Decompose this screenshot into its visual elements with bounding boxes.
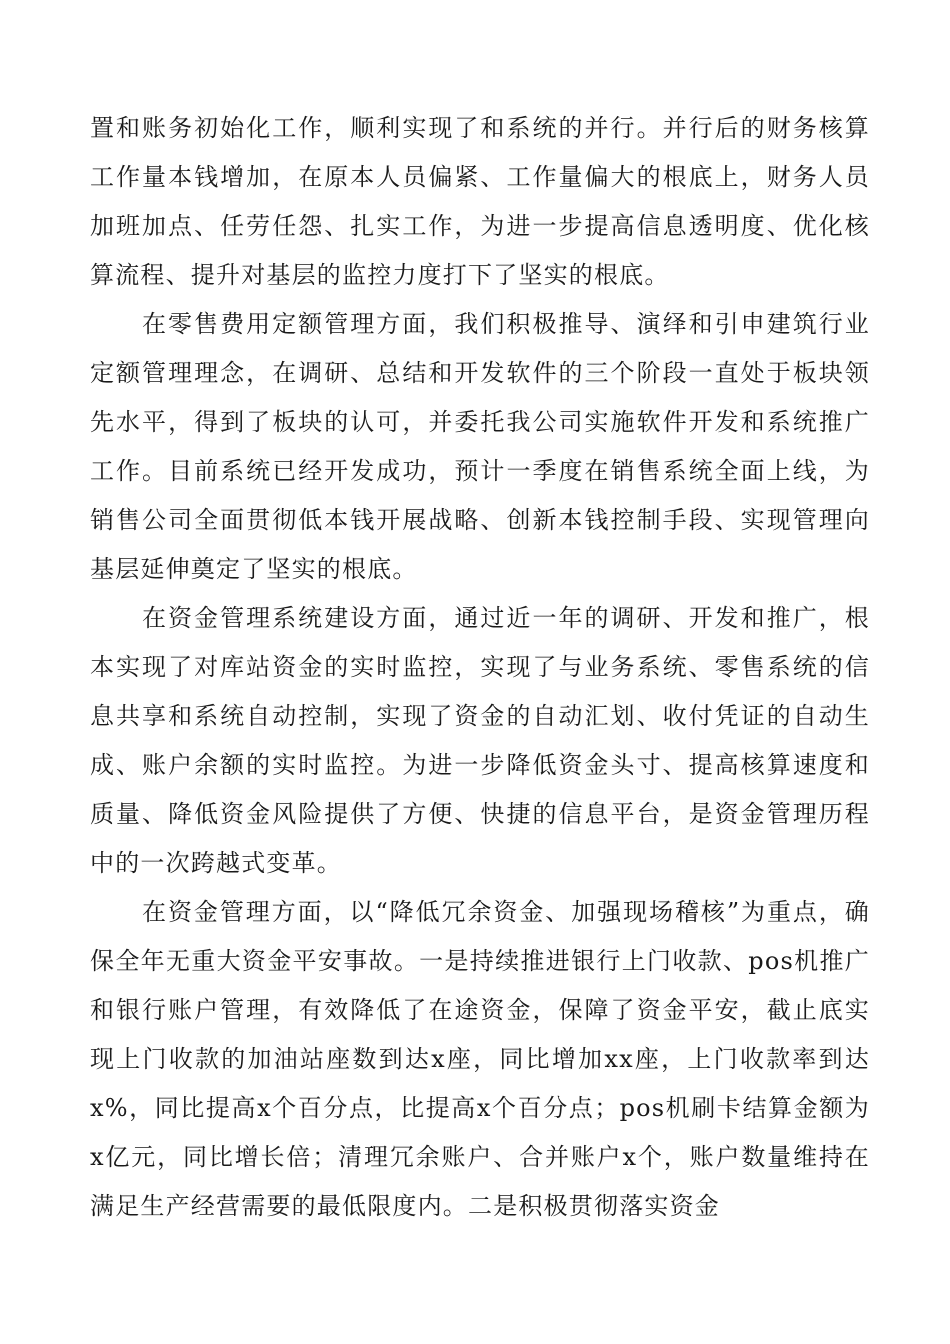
paragraph-continuation: 置和账务初始化工作，顺利实现了和系统的并行。并行后的财务核算工作量本钱增加，在原本人员偏紧、工作量偏大的根底上，财务人员加班加点、任劳任怨、扎实工作，为进一步提高信息透明度、优化核算流程、提升对基层的监控力度打下了坚实的根底。 [90, 114, 870, 289]
paragraph-fund-system-construction: 在资金管理系统建设方面，通过近一年的调研、开发和推广，根本实现了对库站资金的实时监控，实现了与业务系统、零售系统的信息共享和系统自动控制，实现了资金的自动汇划、收付凭证的自动生成、账户余额的实时监控。为进一步降低资金头寸、提高核算速度和质量、降低资金风险提供了方便、快捷的信息平台，是资金管理历程中的一次跨越式变革。 [90, 604, 870, 877]
paragraph-retail-expense-quota: 在零售费用定额管理方面，我们积极推导、演绎和引申建筑行业定额管理理念，在调研、总结和开发软件的三个阶段一直处于板块领先水平，得到了板块的认可，并委托我公司实施软件开发和系统推广工作。目前系统已经开发成功，预计一季度在销售系统全面上线，为销售公司全面贯彻低本钱开展战略、创新本钱控制手段、实现管理向基层延伸奠定了坚实的根底。 [90, 310, 870, 583]
paragraph-fund-management: 在资金管理方面，以“降低冗余资金、加强现场稽核”为重点，确保全年无重大资金平安事故。一是持续推进银行上门收款、pos机推广和银行账户管理，有效降低了在途资金，保障了资金平安，截止底实现上门收款的加油站座数到达x座，同比增加xx座，上门收款率到达x%，同比提高x个百分点，比提高x个百分点；pos机刷卡结算金额为x亿元，同比增长倍；清理冗余账户、合并账户x个，账户数量维持在满足生产经营需要的最低限度内。二是积极贯彻落实资金 [90, 898, 870, 1220]
body-text [90, 104, 870, 1231]
